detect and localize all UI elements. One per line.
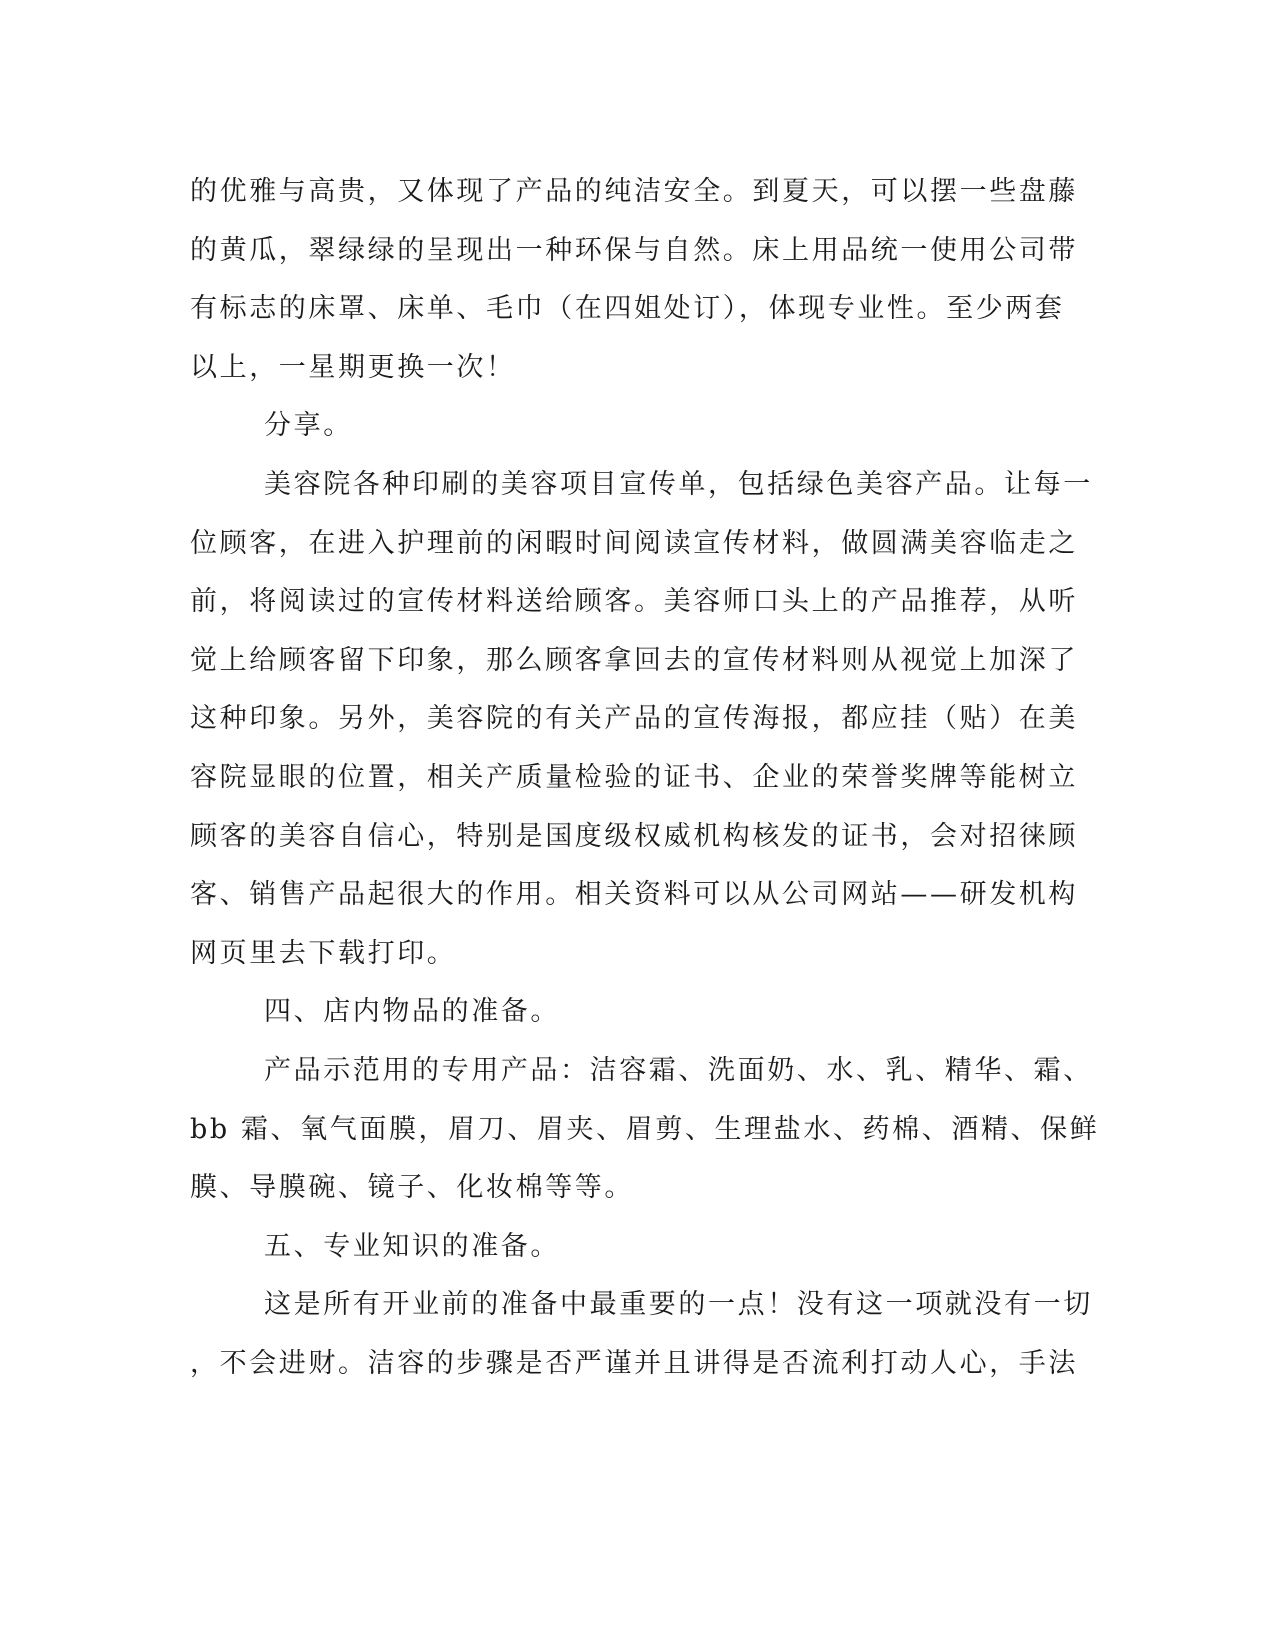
text-line: 前，将阅读过的宣传材料送给顾客。美容师口头上的产品推荐，从听 [190, 586, 1078, 618]
text-line: 以上，一星期更换一次！ [190, 351, 516, 383]
text-line: 位顾客，在进入护理前的闲暇时间阅读宣传材料，做圆满美容临走之 [190, 527, 1078, 559]
text-line: 这种印象。另外，美容院的有关产品的宣传海报，都应挂（贴）在美 [190, 703, 1078, 735]
text-line: 的黄瓜，翠绿绿的呈现出一种环保与自然。床上用品统一使用公司带 [190, 234, 1078, 266]
text-line: 有标志的床罩、床单、毛巾（在四姐处订），体现专业性。至少两套 [190, 293, 1065, 325]
text-line: 客、销售产品起很大的作用。相关资料可以从公司网站——研发机构 [190, 879, 1078, 911]
text-line: 五、专业知识的准备。 [264, 1230, 560, 1262]
text-line: 产品示范用的专用产品：洁容霜、洗面奶、水、乳、精华、霜、 [264, 1054, 1093, 1086]
text-line: 容院显眼的位置，相关产质量检验的证书、企业的荣誉奖牌等能树立 [190, 761, 1078, 793]
text-line: ，不会进财。洁容的步骤是否严谨并且讲得是否流利打动人心，手法 [190, 1347, 1078, 1379]
document-body [190, 163, 1100, 1393]
text-line: 顾客的美容自信心，特别是国度级权威机构核发的证书，会对招徕顾 [190, 820, 1078, 852]
text-line: 膜、导膜碗、镜子、化妆棉等等。 [190, 1172, 634, 1204]
text-line: 美容院各种印刷的美容项目宣传单，包括绿色美容产品。让每一 [264, 468, 1093, 500]
text-line: 网页里去下载打印。 [190, 937, 457, 969]
text-line: 这是所有开业前的准备中最重要的一点！没有这一项就没有一切 [264, 1289, 1093, 1321]
text-line: 觉上给顾客留下印象，那么顾客拿回去的宣传材料则从视觉上加深了 [190, 644, 1078, 676]
text-line: 四、店内物品的准备。 [264, 996, 560, 1028]
text-line: 的优雅与高贵，又体现了产品的纯洁安全。到夏天，可以摆一些盘藤 [190, 176, 1078, 207]
text-line: bb 霜、氧气面膜，眉刀、眉夹、眉剪、生理盐水、药棉、酒精、保鲜 [190, 1113, 1100, 1145]
text-line: 分享。 [264, 410, 353, 442]
